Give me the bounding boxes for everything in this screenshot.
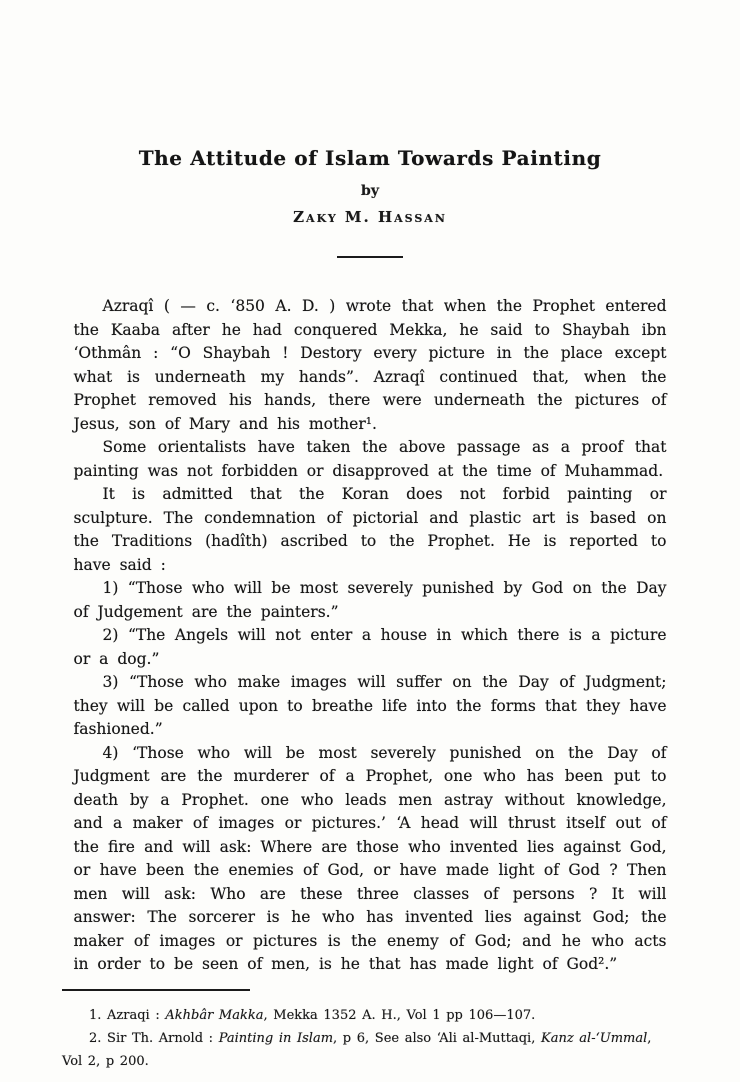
hadith-item-1: 1) “Those who will be most severely punished by God on the Day of Judgement are the painters.” [73,579,667,621]
footnote-text: , Mekka 1352 A. H., Vol 1 pp 106—107. [263,1007,536,1023]
author-name: Zaky M. Hassan [293,208,447,226]
footnote-text: 2. Sir Th. Arnold : [89,1030,219,1046]
footnote-1 [62,1004,663,1027]
footnote-divider [62,989,250,991]
footnotes-section [62,989,663,1073]
byline: by [361,183,379,199]
page-title: The Attitude of Islam Towards Painting [138,146,602,170]
title-divider [337,256,403,258]
footnote-book-title: Akhbâr Makka [165,1007,264,1023]
footnote-book-title: Kanz al-‘Ummal [540,1030,648,1046]
article-body [74,295,667,977]
hadith-item-4: 4) ‘Those who will be most severely punished on the Day of Judgment are the murderer of a Prophet, one who has been put to death by a Prophet. one who leads men astray without knowledge, and a maker of images or pictures.’ ‘A head will thrust itself out of the fire and will ask: Where are those who invented lies against God, or have been the enemies of God, or have made light of God ? Then men will ask: Who are these three classes of persons ? It will answer: The sorcerer is he who has invented lies against God; the maker of images or pictures is the enemy of God; and he who acts in order to be seen of men, is he that has made light of God².” [73,743,667,973]
paragraph-azraqi-account: Azraqî ( — c. ‘850 A. D. ) wrote that when the Prophet entered the Kaaba after he had conquered Mekka, he said to Shaybah ibn ‘Othmân : “O Shaybah ! Destory every picture in the place except what is underneath my hands”. Azraqî continued that, when the Prophet removed his hands, there were underneath the pictures of Jesus, son of Mary and his mother¹. [73,297,667,433]
hadith-item-2: 2) “The Angels will not enter a house in which there is a picture or a dog.” [73,626,667,668]
paragraph-koran-traditions: It is admitted that the Koran does not forbid painting or sculpture. The condemnation of pictorial and plastic art is based on the Traditions (hadîth) ascribed to the Prophet. He is reported to have said : [73,485,667,574]
footnote-text: , Vol 2, p 200. [62,1030,652,1069]
footnote-text: , p 6, See also ‘Ali al-Muttaqi, [333,1030,541,1046]
paragraph-orientalists: Some orientalists have taken the above passage as a proof that painting was not forbidden or disapproved at the time of Muhammad. [73,438,667,480]
footnote-text: 1. Azraqi : [89,1007,166,1023]
hadith-item-3: 3) “Those who make images will suffer on the Day of Judgment; they will be called upon to breathe life into the forms that they have fashioned.” [73,673,667,738]
footnote-2 [62,1027,663,1073]
footnote-book-title: Painting in Islam [218,1030,334,1046]
